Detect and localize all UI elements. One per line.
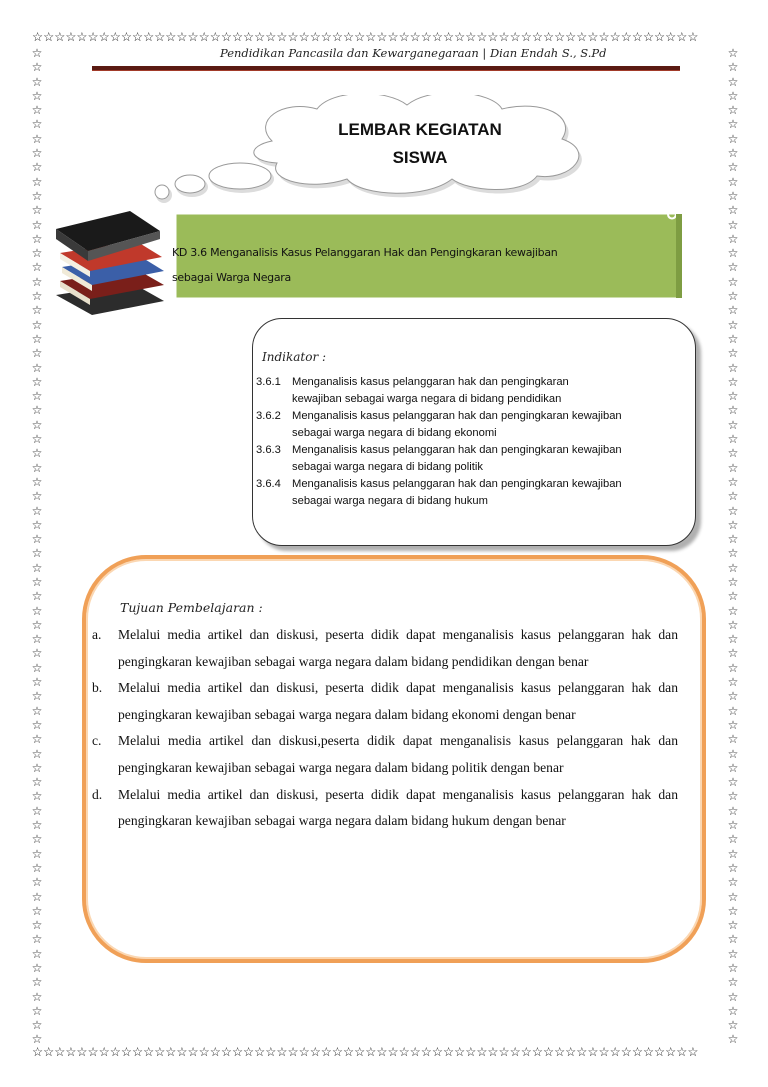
tujuan-item [92,622,678,675]
indikator-number: 3.6.2 [256,410,281,422]
indikator-item [256,374,686,408]
indikator-text [292,476,686,510]
star-border-left: ☆☆☆☆☆☆☆☆☆☆☆☆☆☆☆☆☆☆☆☆☆☆☆☆☆☆☆☆☆☆☆☆☆☆☆☆☆☆☆☆☆☆☆☆☆☆☆☆☆☆☆☆☆☆☆☆☆☆☆☆☆☆☆☆☆☆☆☆☆☆ [31,46,43,1046]
indikator-text-line2: sebagai warga negara di bidang hukum [292,495,488,507]
tujuan-list [92,622,678,835]
indikator-number: 3.6.3 [256,444,281,456]
cloud-title-line1: LEMBAR KEGIATAN [338,120,502,139]
cloud-title [300,116,540,172]
indikator-title: Indikator : [262,350,327,364]
indikator-number: 3.6.1 [256,376,281,388]
indikator-text [292,442,686,476]
indikator-text-line1: Menganalisis kasus pelanggaran hak dan pengingkaran kewajiban [292,444,622,456]
star-border-bottom: ☆☆☆☆☆☆☆☆☆☆☆☆☆☆☆☆☆☆☆☆☆☆☆☆☆☆☆☆☆☆☆☆☆☆☆☆☆☆☆☆☆☆☆☆☆☆☆☆☆☆☆☆☆☆☆☆☆☆☆☆ [32,1044,699,1059]
indikator-text-line1: Menganalisis kasus pelanggaran hak dan pengingkaran kewajiban [292,410,622,422]
page-header: Pendidikan Pancasila dan Kewarganegaraan | Dian Endah S., S.Pd [220,46,607,60]
kd-text [172,240,642,290]
indikator-text [292,408,686,442]
star-border-top: ☆☆☆☆☆☆☆☆☆☆☆☆☆☆☆☆☆☆☆☆☆☆☆☆☆☆☆☆☆☆☆☆☆☆☆☆☆☆☆☆☆☆☆☆☆☆☆☆☆☆☆☆☆☆☆☆☆☆☆☆ [32,29,699,44]
header-divider [92,66,680,71]
tujuan-text: Melalui media artikel dan diskusi, peserta didik dapat menganalisis kasus pelanggaran hak dan pengingkaran kewajiban sebagai warga negara dalam bidang ekonomi dengan benar [118,680,678,722]
tujuan-text: Melalui media artikel dan diskusi, peserta didik dapat menganalisis kasus pelanggaran hak dan pengingkaran kewajiban sebagai warga negara dalam bidang pendidikan dengan benar [118,627,678,669]
tujuan-text: Melalui media artikel dan diskusi, peserta didik dapat menganalisis kasus pelanggaran hak dan pengingkaran kewajiban sebagai warga negara dalam bidang hukum dengan benar [118,786,678,829]
tujuan-title: Tujuan Pembelajaran : [120,600,263,615]
indikator-number: 3.6.4 [256,478,281,490]
star-border-right: ☆☆☆☆☆☆☆☆☆☆☆☆☆☆☆☆☆☆☆☆☆☆☆☆☆☆☆☆☆☆☆☆☆☆☆☆☆☆☆☆☆☆☆☆☆☆☆☆☆☆☆☆☆☆☆☆☆☆☆☆☆☆☆☆☆☆☆☆☆☆ [727,46,739,1046]
indikator-text [292,374,686,408]
indikator-text-line2: kewajiban sebagai warga negara di bidang pendidikan [292,393,562,405]
indikator-item [256,476,686,510]
cloud-title-line2: SISWA [392,148,448,167]
kd-line2: sebagai Warga Negara [172,271,291,284]
kd-line1: KD 3.6 Menganalisis Kasus Pelanggaran Hak dan Pengingkaran kewajiban [172,246,558,259]
tujuan-item [92,675,678,728]
indikator-text-line2: sebagai warga negara di bidang ekonomi [292,427,497,439]
tujuan-letter: c. [92,733,102,749]
indikator-list [256,374,686,510]
tujuan-letter: b. [92,680,103,696]
tujuan-letter: d. [92,786,103,802]
indikator-item [256,408,686,442]
tujuan-item [92,728,678,781]
indikator-text-line1: Menganalisis kasus pelanggaran hak dan pengingkaran kewajiban [292,478,622,490]
indikator-text-line2: sebagai warga negara di bidang politik [292,461,483,473]
tujuan-text: Melalui media artikel dan diskusi,peserta didik dapat menganalisis kasus pelanggaran hak dan pengingkaran kewajiban sebagai warga negara dalam bidang politik dengan benar [118,733,678,775]
tujuan-item [92,782,678,835]
indikator-text-line1: Menganalisis kasus pelanggaran hak dan pengingkaran [292,376,569,388]
books-icon [52,205,172,315]
indikator-item [256,442,686,476]
tujuan-letter: a. [92,627,102,642]
